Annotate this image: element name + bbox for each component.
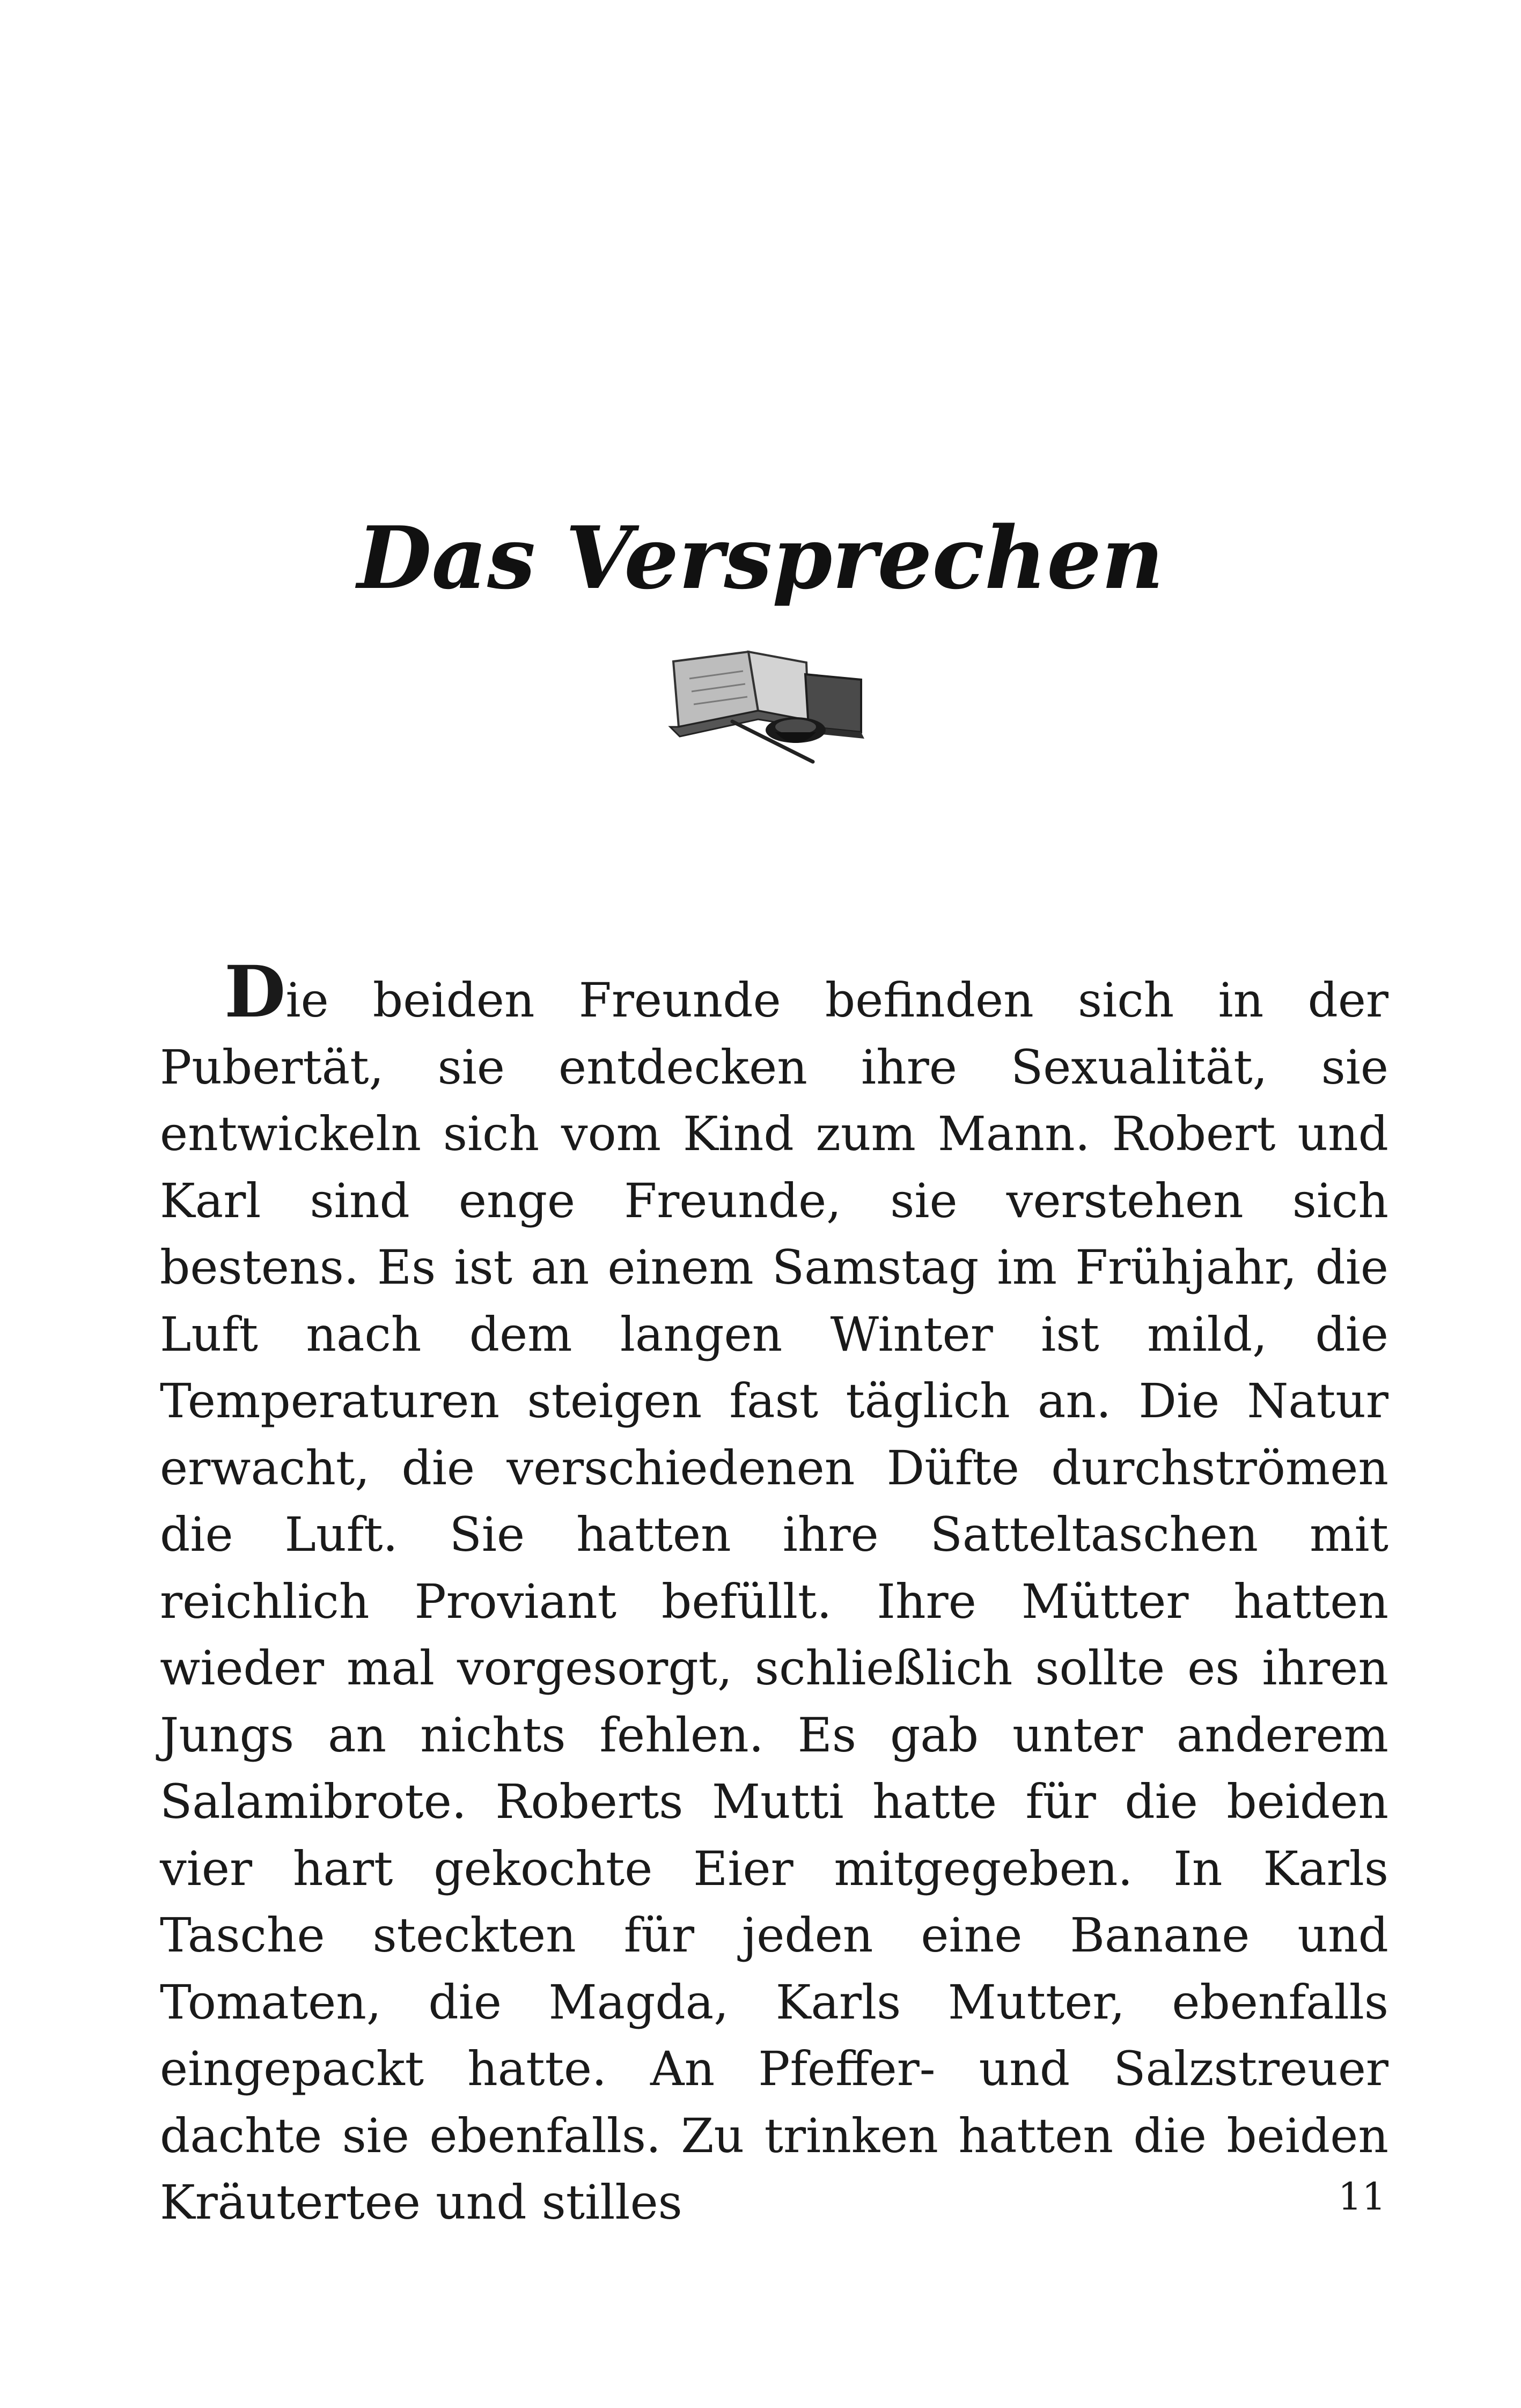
chapter-title: Das Versprechen bbox=[357, 507, 1164, 608]
page-number: 11 bbox=[1338, 2175, 1386, 2219]
paragraph-text: ie beiden Freunde befinden sich in der Pubertät, sie entdecken ihre Sexualität, sie entwickeln sich vom Kind zum Mann. Robert und Karl sind enge Freunde, sie verstehen sich bestens. Es ist an einem Samstag im Frühjahr, die Luft nach dem langen Winter ist mild, die Temperaturen steigen fast täglich an. Die Natur erwacht, die verschiedenen Düfte durchströmen die Luft. Sie hatten ihre Satteltaschen mit reichlich Proviant befüllt. Ihre Mütter hatten wieder mal vorgesorgt, schließlich sollte es ihren Jungs an nichts fehlen. Es gab unter anderem Salamibrote. Roberts Mutti hatte für die beiden vier hart gekochte Eier mitgegeben. In Karls Tasche steckten für jeden eine Banane und Tomaten, die Magda, Karls Mutter, ebenfalls eingepackt hatte. An Pfeffer- und Salzstreuer dachte sie ebenfalls. Zu trinken hatten die beiden Kräutertee und stilles bbox=[160, 973, 1388, 2230]
open-book-with-coffee-cup-icon bbox=[668, 646, 866, 764]
drop-initial-letter: D bbox=[224, 951, 286, 1034]
chapter-body-paragraph bbox=[160, 951, 1388, 2236]
